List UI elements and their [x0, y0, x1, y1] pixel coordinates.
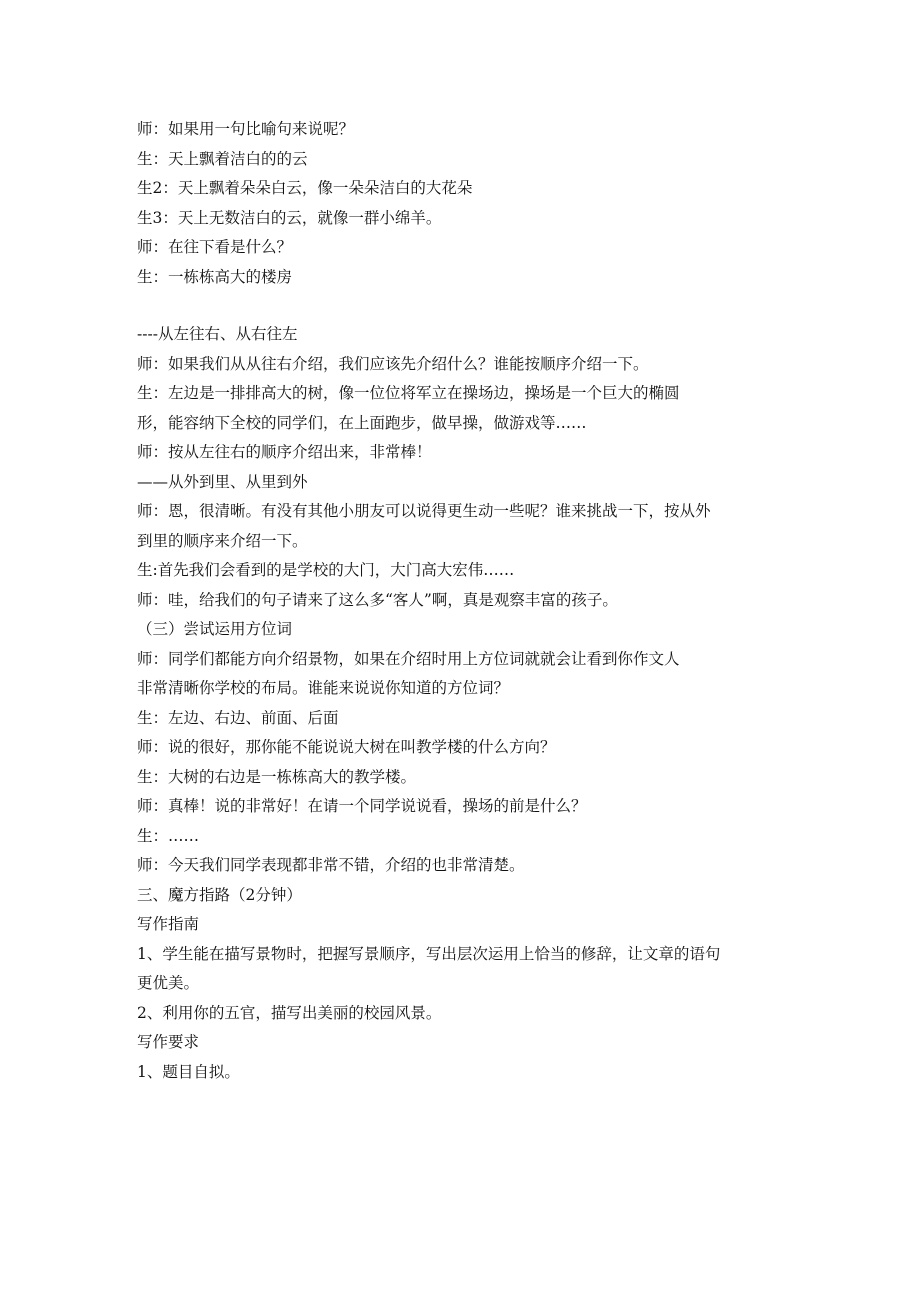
text-line: 师：哇，给我们的句子请来了这么多“客人”啊，真是观察丰富的孩子。: [137, 590, 618, 609]
text-line: 生：天上飘着洁白的的云: [137, 149, 308, 168]
text-line: 到里的顺序来介绍一下。: [137, 531, 308, 550]
text-line: 生3：天上无数洁白的云，就像一群小绵羊。: [137, 208, 442, 227]
text-line: 师：如果我们从从往右介绍，我们应该先介绍什么？谁能按顺序介绍一下。: [137, 354, 649, 373]
text-line: 生：左边是一排排高大的树，像一位位将军立在操场边，操场是一个巨大的椭圆: [137, 384, 680, 402]
document-body: [137, 115, 797, 1087]
text-line: ——从外到里、从里到外: [137, 472, 308, 491]
text-line: 师：说的很好，那你能不能说说大树在叫教学楼的什么方向？: [137, 738, 556, 756]
list-item: 1、学生能在描写景物时，把握写景顺序，写出层次运用上恰当的修辞，让文章的语句: [137, 944, 721, 963]
text-line: 更优美。: [137, 974, 200, 992]
list-item: 1、题目自拟。: [137, 1062, 240, 1081]
text-line: 非常清晰你学校的布局。谁能来说说你知道的方位词？: [137, 679, 510, 697]
section-heading: （三）尝试运用方位词: [137, 620, 293, 638]
text-line: 生2：天上飘着朵朵白云，像一朵朵洁白的大花朵: [137, 179, 473, 197]
text-line: ----从左往右、从右往左: [137, 325, 298, 343]
text-line: 生：一栋栋高大的楼房: [137, 267, 293, 286]
text-line: 师：今天我们同学表现都非常不错，介绍的也非常清楚。: [137, 856, 525, 874]
text-line: 生：左边、右边、前面、后面: [137, 708, 339, 727]
text-line: 生：大树的右边是一栋栋高大的教学楼。: [137, 767, 417, 786]
text-line: 生：……: [137, 826, 200, 845]
list-item: 2、利用你的五官，描写出美丽的校园风景。: [137, 1003, 442, 1022]
text-line: 师：在往下看是什么？: [137, 238, 293, 256]
subheading: 写作要求: [137, 1033, 200, 1051]
text-line: 师：同学们都能方向介绍景物，如果在介绍时用上方位词就就会让看到你作文人: [137, 649, 680, 668]
paragraph-gap: [137, 292, 797, 320]
text-line: 师：恩，很清晰。有没有其他小朋友可以说得更生动一些呢？谁来挑战一下，按从外: [137, 502, 711, 520]
text-line: 形，能容纳下全校的同学们，在上面跑步，做早操，做游戏等……: [137, 413, 587, 432]
text-line: 师：真棒！说的非常好！在请一个同学说说看，操场的前是什么？: [137, 797, 587, 815]
text-line: 师：如果用一句比喻句来说呢？: [137, 120, 355, 138]
text-line: 师：按从左往右的顺序介绍出来，非常棒！: [137, 443, 432, 461]
section-heading: 三、魔方指路（2分钟）: [137, 885, 302, 904]
subheading: 写作指南: [137, 915, 200, 933]
text-line: 生:首先我们会看到的是学校的大门，大门高大宏伟……: [137, 561, 515, 579]
